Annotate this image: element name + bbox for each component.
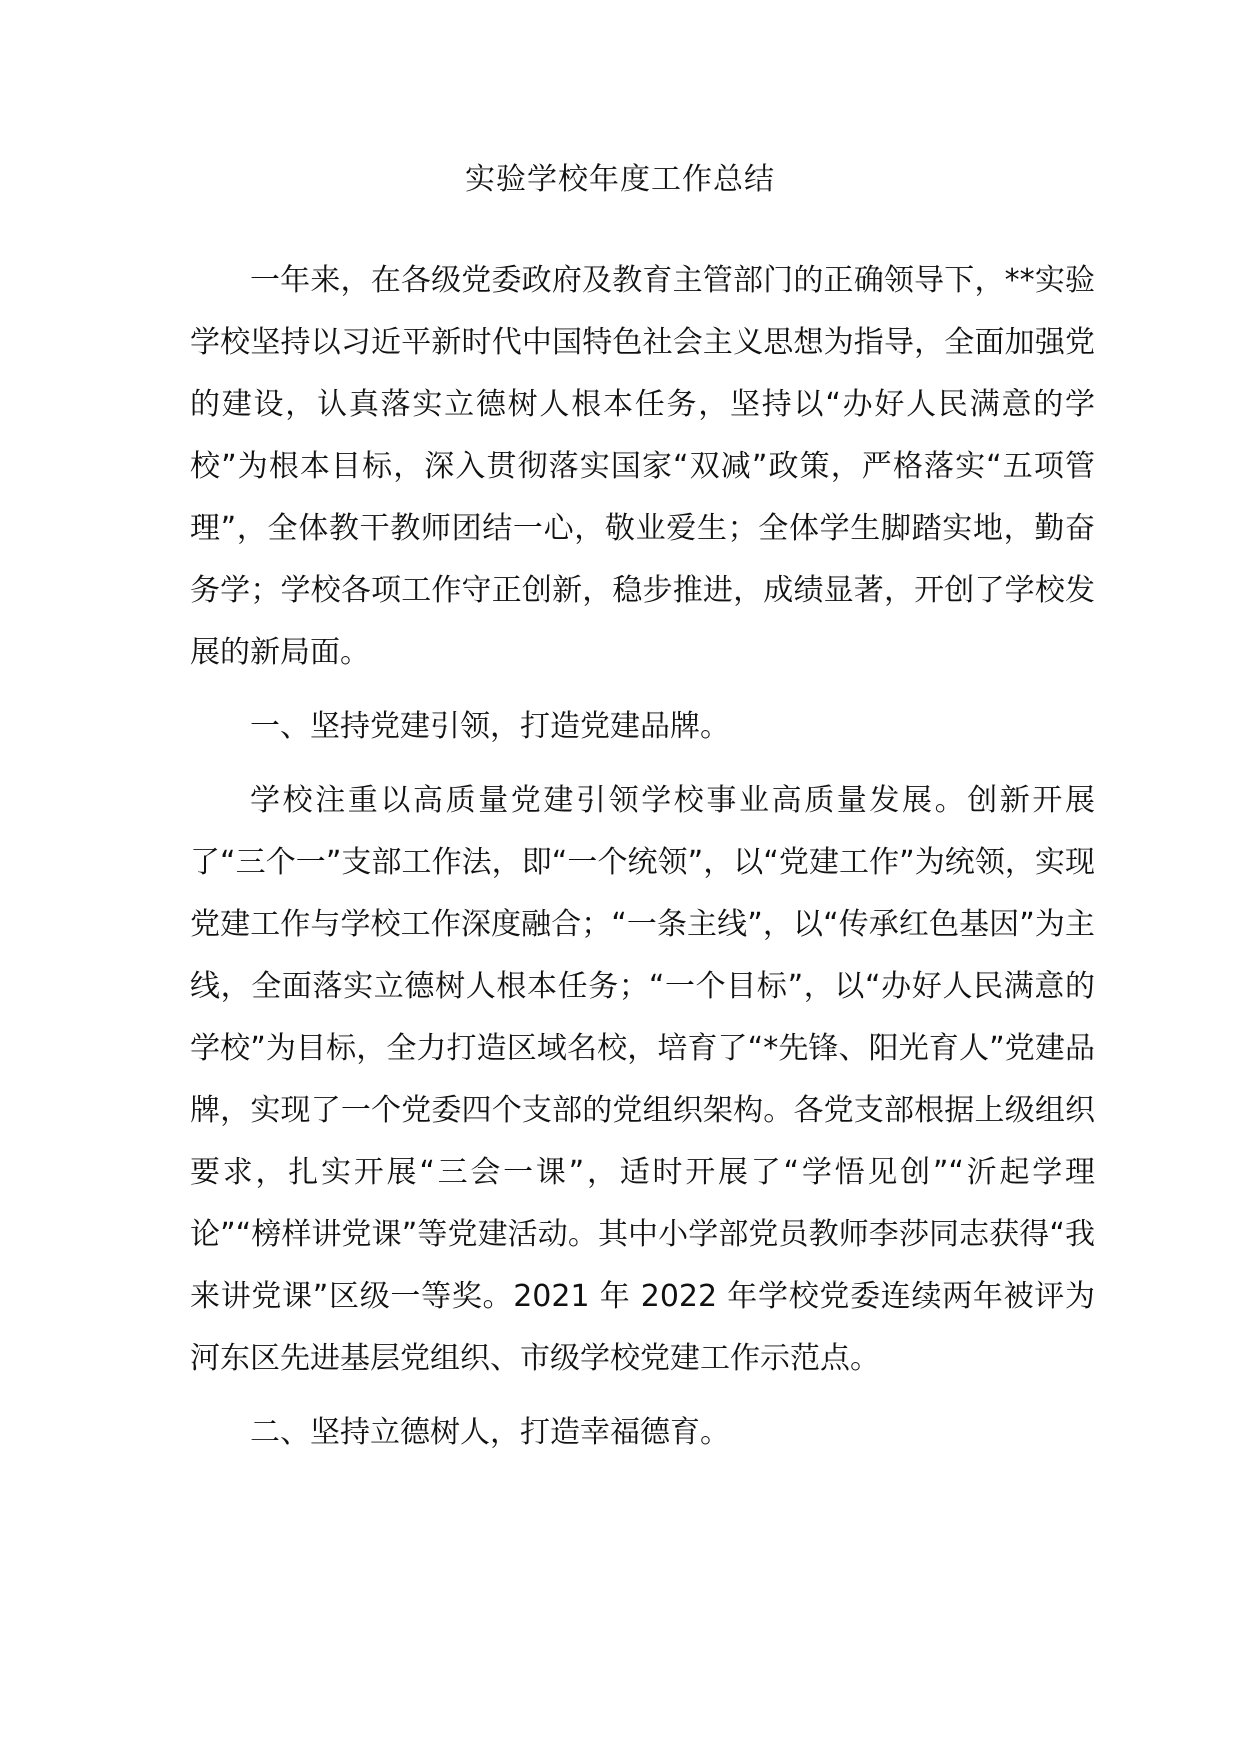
section-heading-1: 一、坚持党建引领，打造党建品牌。 [250,709,730,744]
document-title: 实验学校年度工作总结 [465,162,775,197]
section-heading-2: 二、坚持立德树人，打造幸福德育。 [250,1415,730,1450]
intro-paragraph: 一年来，在各级党委政府及教育主管部门的正确领导下，**实验学校坚持以习近平新时代中国特色社会主义思想为指导，全面加强党的建设，认真落实立德树人根本任务，坚持以“办好人民满意的学校”为根本目标，深入贯彻落实国家“双减”政策，严格落实“五项管理”，全体教干教师团结一心，敬业爱生；全体学生脚踏实地，勤奋务学；学校各项工作守正创新，稳步推进，成绩显著，开创了学校发展的新局面。 [190,263,1095,670]
document-body [190,250,1095,1476]
section-1-paragraph: 学校注重以高质量党建引领学校事业高质量发展。创新开展了“三个一”支部工作法，即“一个统领”，以“党建工作”为统领，实现党建工作与学校工作深度融合；“一条主线”，以“传承红色基因”为主线，全面落实立德树人根本任务；“一个目标”，以“办好人民满意的学校”为目标，全力打造区域名校，培育了“*先锋、阳光育人”党建品牌，实现了一个党委四个支部的党组织架构。各党支部根据上级组织要求，扎实开展“三会一课”，适时开展了“学悟见创”“沂起学理论”“榜样讲党课”等党建活动。其中小学部党员教师李莎同志获得“我来讲党课”区级一等奖。2021 年 2022 年学校党委连续两年被评为河东区先进基层党组织、市级学校党建工作示范点。 [190,783,1095,1376]
